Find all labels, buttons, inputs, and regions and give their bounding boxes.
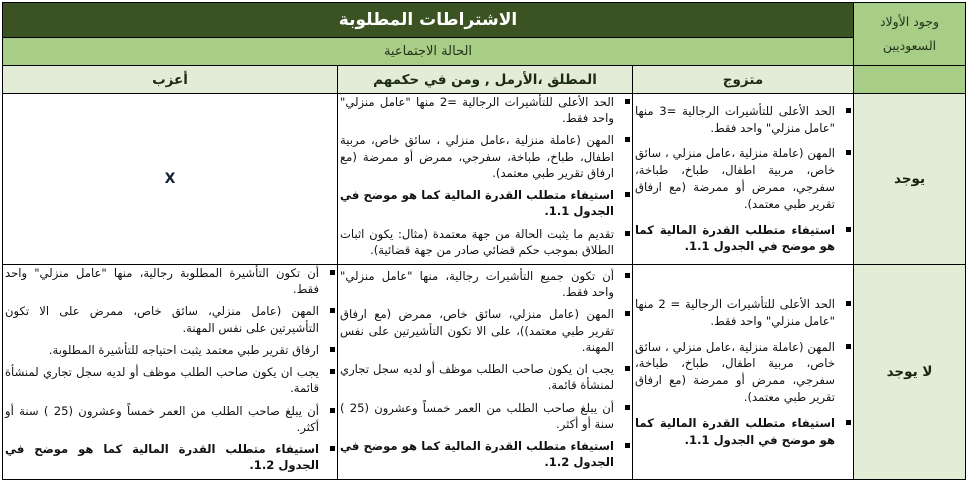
requirement-item: أن تكون جميع التأشيرات رجالية، منها "عامل منزلي" واحد فقط. (338, 268, 618, 300)
column-header-single: أعزب (2, 66, 337, 94)
requirements-list (633, 103, 853, 255)
cell-married-no-children (633, 264, 854, 479)
requirement-item: الحد الأعلى للتأشيرات الرجالية =3 منها "عامل منزلي" واحد فقط. (633, 103, 839, 137)
children-header-spacer (854, 66, 966, 94)
requirement-item: ارفاق تقرير طبي معتمد يثبت احتياجه للتأشيرة المطلوبة. (3, 342, 323, 358)
requirements-table (2, 2, 966, 480)
cell-divorced-has-children (338, 94, 633, 265)
requirement-item: المهن (عامل منزلي، سائق خاص، ممرض على الا تكون التأشيرتين على نفس المهنة. (3, 303, 323, 335)
requirement-item: الحد الأعلى للتأشيرات الرجالية =2 منها "عامل منزلي" واحد فقط. (338, 94, 618, 126)
requirement-item (633, 222, 839, 256)
requirement-item (338, 438, 618, 470)
requirement-item: يجب ان يكون صاحب الطلب موظف أو لديه سجل تجاري لمنشأة قائمة. (3, 364, 323, 396)
requirements-list (3, 265, 337, 473)
requirement-item: أن يبلغ صاحب الطلب من العمر خمساً وعشرون (25 ) سنة أو أكثر. (3, 403, 323, 435)
requirements-list (338, 268, 632, 470)
column-header-married: متزوج (633, 66, 854, 94)
requirement-text: استيفاء متطلب القدرة المالية كما هو موضح في الجدول 1.1. (635, 415, 835, 447)
requirement-item (3, 441, 323, 473)
requirement-item: أن تكون التأشيرة المطلوبة رجالية، منها "عامل منزلي" واحد فقط. (3, 265, 323, 297)
requirement-item: يجب ان يكون صاحب الطلب موظف أو لديه سجل تجاري لمنشأة قائمة. (338, 361, 618, 393)
requirement-item: المهن (عاملة منزلية ،عامل منزلي ، سائق خاص، مربية اطفال، طباخ، طباخة، سفرجي، ممرض أو ممرضة (مع ارفاق تقرير طبي معتمد). (338, 132, 618, 181)
requirement-item: تقديم ما يثبت الحالة من جهة معتمدة (مثال: يكون اثبات الطلاق بموجب حكم قضائي صادر من جهة قضائية). (338, 226, 618, 258)
cell-single-has-children: X (2, 94, 337, 265)
children-status-label: لا يوجد (854, 264, 966, 479)
requirement-item: المهن (عاملة منزلية ،عامل منزلي ، سائق خاص، مربية اطفال، طباخ، طباخة، سفرجي، ممرض أو ممرضة (مع ارفاق تقرير طبي معتمد). (633, 339, 839, 406)
requirement-text: استيفاء متطلب القدرة المالية كما هو موضح في الجدول 1.1. (340, 188, 614, 219)
cell-single-no-children (2, 264, 337, 479)
requirement-text: استيفاء متطلب القدرة المالية كما هو موضح في الجدول 1.2. (4, 441, 319, 473)
requirement-text: استيفاء متطلب القدرة المالية كما هو موضح في الجدول 1.2. (340, 438, 614, 470)
requirement-item: المهن (عاملة منزلية ،عامل منزلي ، سائق خاص، مربية اطفال، طباخ، طباخة، سفرجي، ممرض أو ممرضة (مع ارفاق تقرير طبي معتمد). (633, 145, 839, 212)
group-header-row (2, 38, 965, 66)
requirement-item: المهن (عامل منزلي، سائق خاص، ممرض (مع ارفاق تقرير طبي معتمد))، على الا تكون التأشيرتين على نفس المهنة. (338, 306, 618, 355)
children-column-header: وجود الأولاد السعوديين (854, 3, 966, 66)
children-status-label: يوجد (854, 94, 966, 265)
table-row (2, 94, 965, 265)
requirement-item (338, 187, 618, 219)
table-title-row (2, 3, 965, 38)
page-title: الاشتراطات المطلوبة (2, 3, 853, 38)
social-status-group-header: الحالة الاجتماعية (2, 38, 853, 66)
requirements-list (338, 94, 632, 258)
requirement-item: الحد الأعلى للتأشيرات الرجالية = 2 منها "عامل منزلي" واحد فقط. (633, 296, 839, 330)
table-row (2, 264, 965, 479)
requirement-text: استيفاء متطلب القدرة المالية كما هو موضح في الجدول 1.1. (635, 222, 835, 254)
cell-married-has-children (633, 94, 854, 265)
column-header-row (2, 66, 965, 94)
column-header-divorced: المطلق ،الأرمل , ومن في حكمهم (338, 66, 633, 94)
cell-divorced-no-children (338, 264, 633, 479)
requirement-item (633, 415, 839, 449)
requirements-list (633, 296, 853, 448)
requirement-item: أن يبلغ صاحب الطلب من العمر خمساً وعشرون (25 ) سنة أو أكثر. (338, 400, 618, 432)
